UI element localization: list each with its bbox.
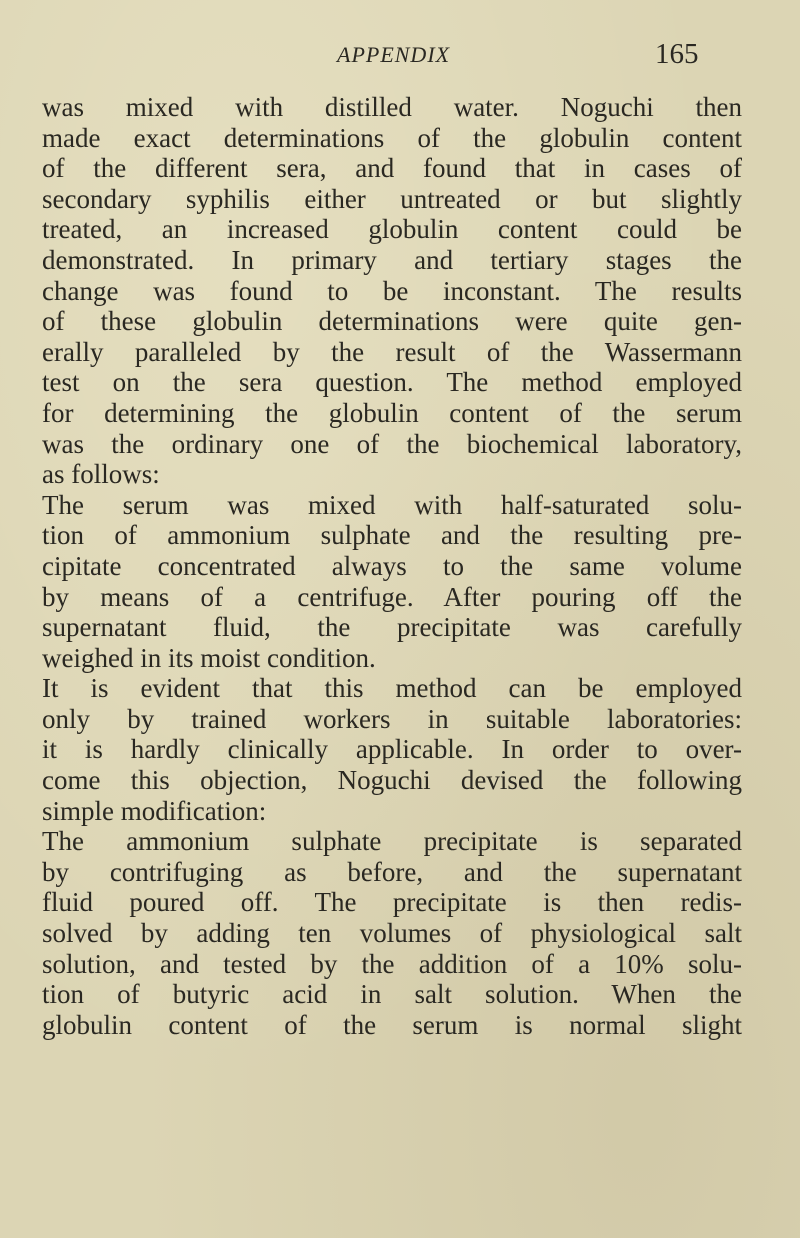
text-line: It is evident that this method can be employed	[42, 673, 742, 704]
text-line: supernatant fluid, the precipitate was carefully	[42, 612, 742, 643]
text-line: test on the sera question. The method employed	[42, 367, 742, 398]
body-text	[42, 92, 742, 1040]
text-line: change was found to be inconstant. The results	[42, 275, 742, 306]
text-line: tion of butyric acid in salt solution. When the	[42, 979, 742, 1010]
text-line: The serum was mixed with half-saturated solu-	[42, 489, 742, 520]
text-line: solution, and tested by the addition of a 10% solu-	[42, 948, 742, 979]
running-head-title: APPENDIX	[337, 42, 451, 67]
text-line: erally paralleled by the result of the Wassermann	[42, 336, 742, 367]
text-line: by contrifuging as before, and the supernatant	[42, 856, 742, 887]
text-line: cipitate concentrated always to the same volume	[42, 550, 742, 581]
text-line: weighed in its moist condition.	[42, 642, 376, 673]
text-line: simple modification:	[42, 795, 267, 826]
text-line: tion of ammonium sulphate and the resulting pre-	[42, 520, 742, 551]
text-line: of the different sera, and found that in cases of	[42, 153, 742, 184]
text-line: it is hardly clinically applicable. In order to over-	[42, 734, 742, 765]
text-line: solved by adding ten volumes of physiological salt	[42, 918, 742, 949]
text-line: by means of a centrifuge. After pouring off the	[42, 581, 742, 612]
text-line: treated, an increased globulin content could be	[42, 214, 742, 245]
text-line: globulin content of the serum is normal slight	[42, 1009, 742, 1040]
text-line: as follows:	[42, 459, 160, 490]
text-line: demonstrated. In primary and tertiary stages the	[42, 244, 742, 275]
running-head	[0, 36, 800, 76]
text-line: come this objection, Noguchi devised the following	[42, 765, 742, 796]
text-line: for determining the globulin content of the serum	[42, 397, 742, 428]
text-line: only by trained workers in suitable laboratories:	[42, 703, 742, 734]
page-number: 165	[655, 38, 699, 70]
text-line: of these globulin determinations were quite gen-	[42, 306, 742, 337]
text-line: secondary syphilis either untreated or but slightly	[42, 183, 742, 214]
text-line: was mixed with distilled water. Noguchi then	[42, 92, 742, 122]
text-line: The ammonium sulphate precipitate is separated	[42, 826, 742, 857]
text-line: made exact determinations of the globulin content	[42, 122, 742, 153]
text-line: was the ordinary one of the biochemical laboratory,	[42, 428, 742, 459]
text-line: fluid poured off. The precipitate is then redis-	[42, 887, 742, 918]
